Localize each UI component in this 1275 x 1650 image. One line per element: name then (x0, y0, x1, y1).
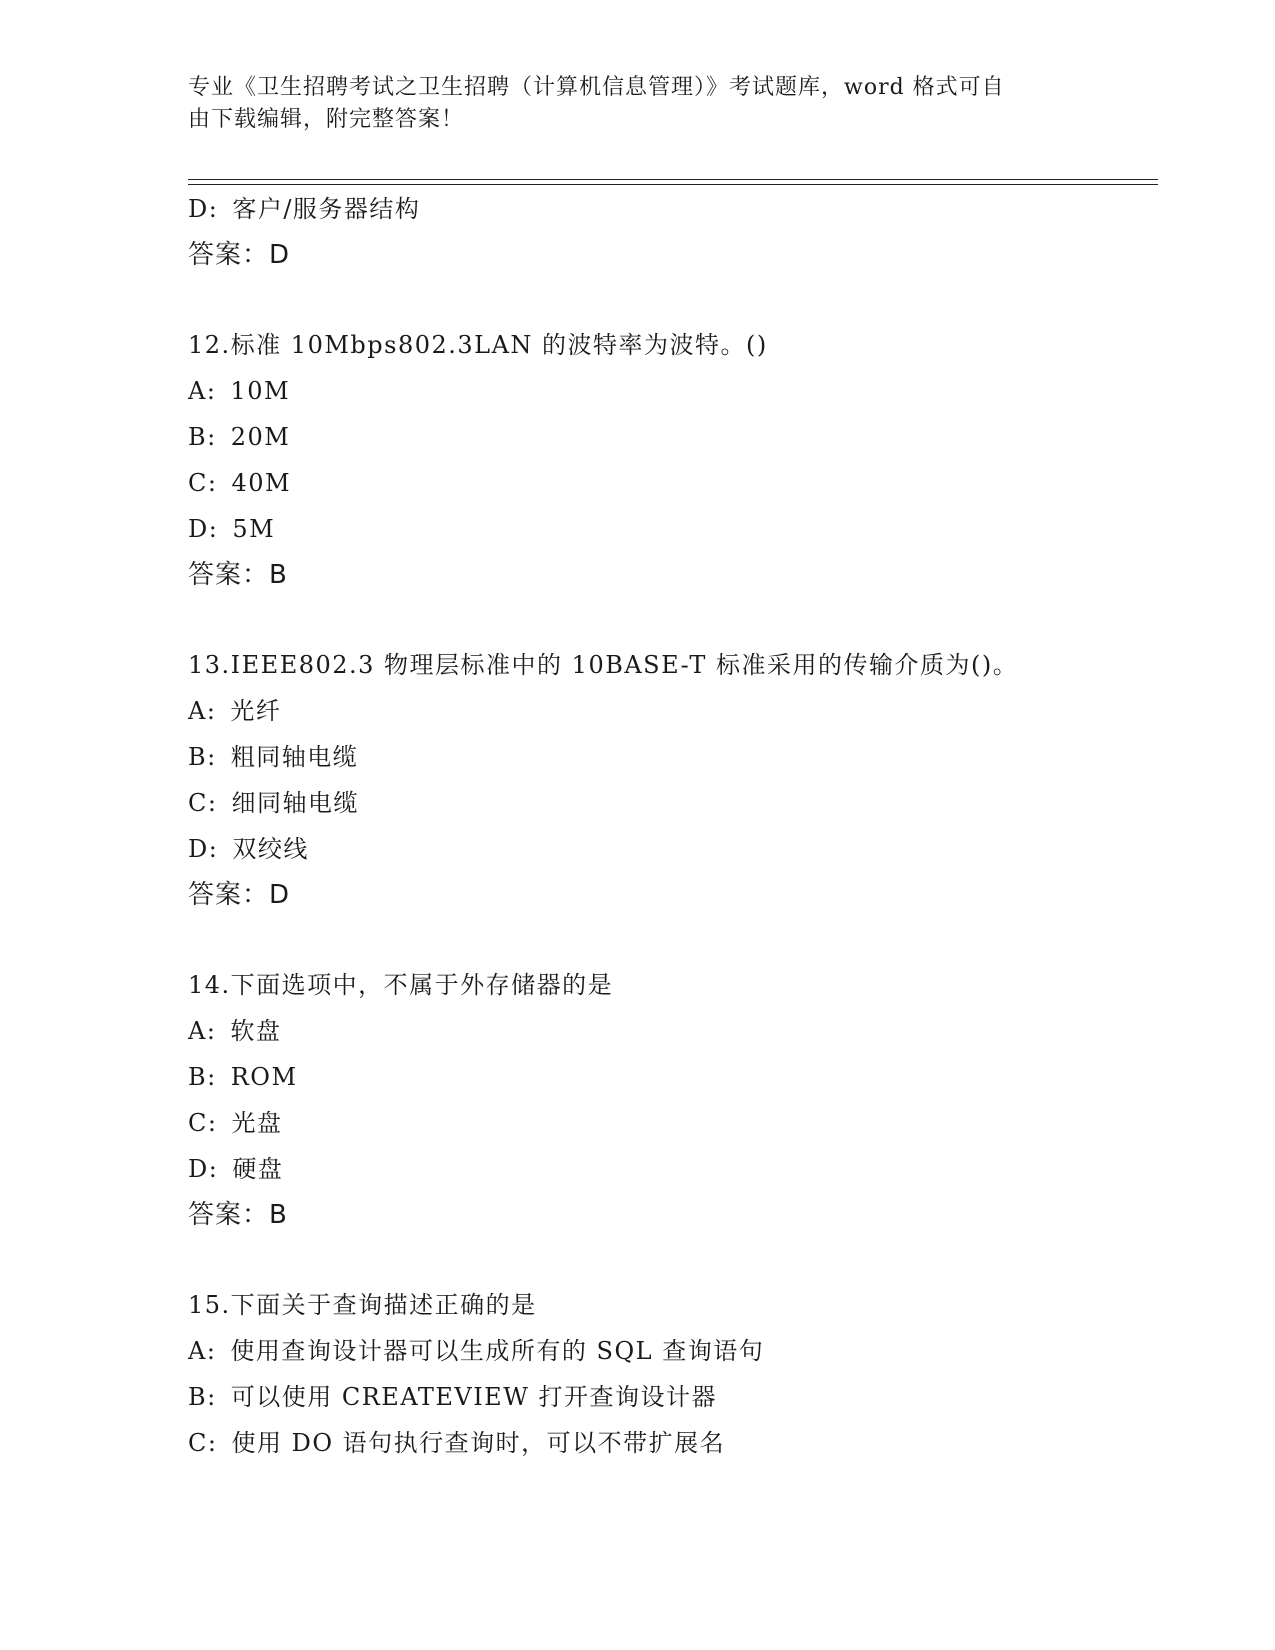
option-letter: A: (188, 697, 217, 725)
answer-line: 答案：B (188, 560, 288, 590)
option-b (188, 734, 1158, 780)
header-divider-bottom (188, 184, 1158, 185)
option-letter: C: (188, 469, 218, 497)
document-intro (188, 72, 1088, 136)
question-block-12 (188, 322, 1158, 598)
question-text: 13.IEEE802.3 物理层标准中的 10BASE-T 标准采用的传输介质为()。 (188, 651, 1019, 679)
option-letter: A: (188, 1017, 217, 1045)
option-text: 客户/服务器结构 (232, 195, 421, 223)
answer-line: 答案：D (188, 880, 291, 910)
option-c (188, 460, 1158, 506)
answer-line: 答案：D (188, 240, 291, 270)
option-letter: B: (188, 1063, 217, 1091)
option-a (188, 1008, 1158, 1054)
option-d (188, 826, 1158, 872)
option-letter: D: (188, 1155, 219, 1183)
option-text: 双绞线 (232, 835, 309, 863)
option-b (188, 414, 1158, 460)
option-text: 5M (232, 515, 276, 543)
option-letter: D: (188, 195, 219, 223)
question-block-15 (188, 1282, 1158, 1466)
option-text: 使用 DO 语句执行查询时，可以不带扩展名 (231, 1429, 726, 1457)
question-text: 12.标准 10Mbps802.3LAN 的波特率为波特。() (188, 331, 768, 359)
question-block-11 (188, 186, 1158, 278)
option-letter: C: (188, 1109, 218, 1137)
option-letter: C: (188, 789, 218, 817)
option-letter: B: (188, 743, 217, 771)
header-divider-top (188, 179, 1158, 180)
option-letter: A: (188, 1337, 217, 1365)
question-text: 14.下面选项中，不属于外存储器的是 (188, 971, 614, 999)
option-text: 软盘 (230, 1017, 282, 1045)
option-letter: B: (188, 1383, 217, 1411)
question-block-13 (188, 642, 1158, 918)
option-text: 使用查询设计器可以生成所有的 SQL 查询语句 (230, 1337, 765, 1365)
option-a (188, 1328, 1158, 1374)
intro-line-1: 专业《卫生招聘考试之卫生招聘（计算机信息管理）》考试题库，word 格式可自 (188, 75, 1005, 100)
option-text: 粗同轴电缆 (230, 743, 359, 771)
question-list (188, 186, 1158, 1466)
question-text: 15.下面关于查询描述正确的是 (188, 1291, 537, 1319)
question-block-14 (188, 962, 1158, 1238)
option-text: ROM (230, 1063, 298, 1091)
intro-line-2: 由下载编辑，附完整答案！ (188, 107, 465, 132)
option-d (188, 506, 1158, 552)
option-text: 20M (230, 423, 291, 451)
option-c (188, 1420, 1158, 1466)
option-d (188, 1146, 1158, 1192)
option-text: 可以使用 CREATEVIEW 打开查询设计器 (230, 1383, 717, 1411)
option-text: 光盘 (231, 1109, 283, 1137)
option-text: 细同轴电缆 (231, 789, 359, 817)
option-letter: A: (188, 377, 217, 405)
option-letter: B: (188, 423, 217, 451)
option-c (188, 1100, 1158, 1146)
option-a (188, 688, 1158, 734)
answer-line: 答案：B (188, 1200, 288, 1230)
option-b (188, 1054, 1158, 1100)
option-text: 硬盘 (232, 1155, 284, 1183)
option-letter: D: (188, 515, 219, 543)
option-text: 光纤 (230, 697, 282, 725)
option-c (188, 780, 1158, 826)
option-a (188, 368, 1158, 414)
option-b (188, 1374, 1158, 1420)
option-text: 40M (231, 469, 292, 497)
option-text: 10M (230, 377, 291, 405)
option-d (188, 186, 1158, 232)
option-letter: D: (188, 835, 219, 863)
option-letter: C: (188, 1429, 218, 1457)
